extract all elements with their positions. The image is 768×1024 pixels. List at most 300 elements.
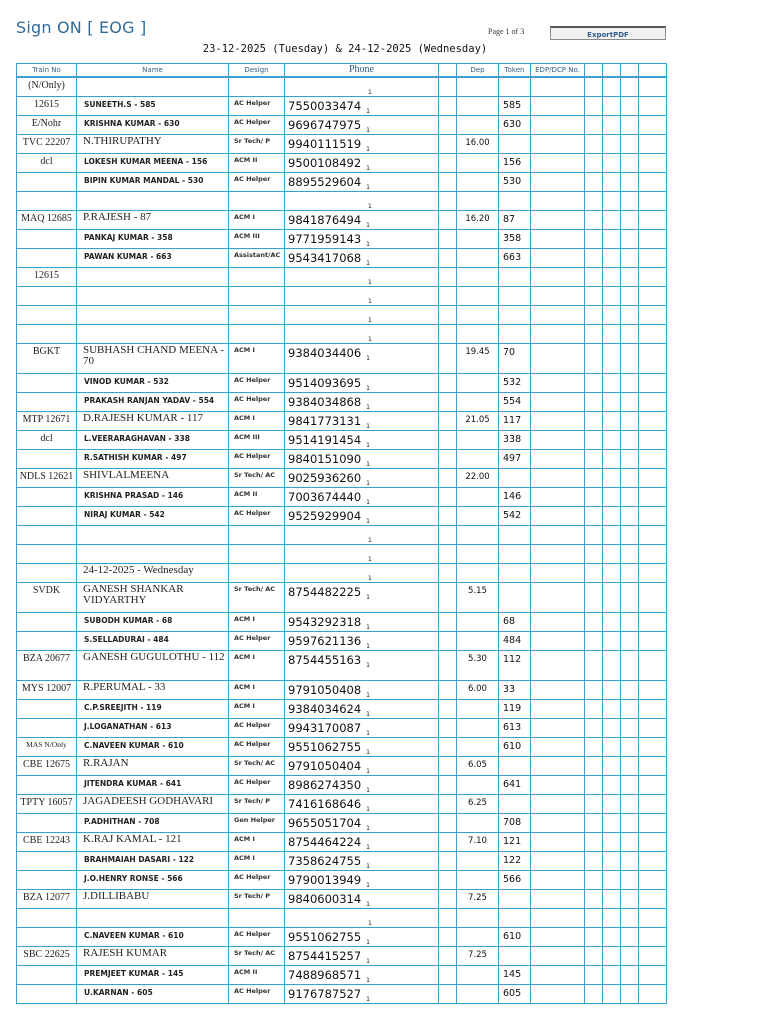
gap-cell	[439, 928, 457, 947]
edp-dcp-cell	[531, 738, 585, 757]
dep-cell	[457, 249, 499, 268]
extra-cell	[621, 719, 639, 738]
phone-cell	[285, 526, 439, 545]
phone-suffix: 1	[368, 336, 372, 343]
table-row	[17, 564, 667, 583]
design-cell: ACM III	[229, 431, 285, 450]
dep-cell: 6.05	[457, 757, 499, 776]
name-cell: R.RAJAN	[77, 757, 229, 776]
edp-dcp-cell	[531, 613, 585, 632]
extra-cell	[585, 77, 603, 97]
table-row	[17, 374, 667, 393]
gap-cell	[439, 230, 457, 249]
phone-number: 9791050408	[288, 683, 362, 697]
extra-cell	[603, 795, 621, 814]
dep-cell	[457, 374, 499, 393]
extra-cell	[603, 412, 621, 431]
edp-dcp-cell	[531, 268, 585, 287]
table-row	[17, 412, 667, 431]
name-cell: PAWAN KUMAR - 663	[77, 249, 229, 268]
phone-cell	[285, 757, 439, 776]
extra-cell	[621, 871, 639, 890]
dep-cell	[457, 287, 499, 306]
table-row	[17, 469, 667, 488]
token-cell: 145	[499, 966, 531, 985]
token-cell	[499, 526, 531, 545]
token-cell	[499, 757, 531, 776]
extra-cell	[585, 393, 603, 412]
gap-cell	[439, 795, 457, 814]
train-no-cell	[17, 192, 77, 211]
train-no-cell	[17, 287, 77, 306]
table-row	[17, 488, 667, 507]
train-no-cell	[17, 374, 77, 393]
token-cell: 70	[499, 344, 531, 374]
phone-cell	[285, 966, 439, 985]
train-no-cell: CBE 12243	[17, 833, 77, 852]
extra-cell	[639, 507, 667, 526]
extra-cell	[585, 632, 603, 651]
gap-cell	[439, 651, 457, 681]
table-row	[17, 947, 667, 966]
design-cell	[229, 192, 285, 211]
table-row	[17, 230, 667, 249]
extra-cell	[621, 154, 639, 173]
table-row	[17, 681, 667, 700]
extra-cell	[621, 795, 639, 814]
phone-suffix: 1	[366, 146, 370, 153]
design-cell: AC Helper	[229, 776, 285, 795]
phone-number: 9525929904	[288, 509, 362, 523]
phone-suffix: 1	[366, 518, 370, 525]
table-row	[17, 526, 667, 545]
extra-cell	[603, 192, 621, 211]
phone-cell	[285, 488, 439, 507]
edp-dcp-cell	[531, 871, 585, 890]
edp-dcp-cell	[531, 488, 585, 507]
extra-cell	[639, 287, 667, 306]
dep-cell	[457, 719, 499, 738]
extra-cell	[621, 700, 639, 719]
table-row	[17, 833, 667, 852]
name-cell: GANESH SHANKAR VIDYARTHY	[77, 583, 229, 613]
extra-cell	[585, 116, 603, 135]
extra-cell	[585, 374, 603, 393]
phone-suffix: 1	[368, 556, 372, 563]
phone-number: 7488968571	[288, 968, 362, 982]
extra-cell	[621, 651, 639, 681]
gap-cell	[439, 776, 457, 795]
phone-cell	[285, 173, 439, 192]
extra-cell	[639, 374, 667, 393]
design-cell: Sr Tech/ P	[229, 795, 285, 814]
col-design: Design	[229, 64, 285, 78]
table-row	[17, 192, 667, 211]
phone-number: 9841876494	[288, 213, 362, 227]
extra-cell	[585, 192, 603, 211]
extra-cell	[621, 306, 639, 325]
col-extra-1	[585, 64, 603, 78]
extra-cell	[621, 890, 639, 909]
token-cell: 554	[499, 393, 531, 412]
phone-cell	[285, 833, 439, 852]
table-row	[17, 325, 667, 344]
extra-cell	[639, 192, 667, 211]
extra-cell	[639, 947, 667, 966]
edp-dcp-cell	[531, 97, 585, 116]
table-row	[17, 719, 667, 738]
extra-cell	[639, 632, 667, 651]
phone-number: 9943170087	[288, 721, 362, 735]
extra-cell	[639, 852, 667, 871]
name-cell: P.RAJESH - 87	[77, 211, 229, 230]
extra-cell	[603, 211, 621, 230]
extra-cell	[621, 412, 639, 431]
train-no-cell: BGKT	[17, 344, 77, 374]
train-no-cell	[17, 985, 77, 1004]
extra-cell	[639, 719, 667, 738]
edp-dcp-cell	[531, 431, 585, 450]
token-cell: 530	[499, 173, 531, 192]
phone-cell	[285, 651, 439, 681]
phone-cell	[285, 985, 439, 1004]
design-cell: ACM III	[229, 230, 285, 249]
train-no-cell	[17, 928, 77, 947]
extra-cell	[621, 632, 639, 651]
extra-cell	[585, 928, 603, 947]
dep-cell: 19.45	[457, 344, 499, 374]
phone-number: 9514093695	[288, 376, 362, 390]
train-no-cell: NDLS 12621	[17, 469, 77, 488]
table-row	[17, 795, 667, 814]
token-cell: 613	[499, 719, 531, 738]
edp-dcp-cell	[531, 719, 585, 738]
gap-cell	[439, 77, 457, 97]
extra-cell	[639, 833, 667, 852]
dep-cell	[457, 507, 499, 526]
table-row	[17, 306, 667, 325]
table-row	[17, 632, 667, 651]
table-row	[17, 583, 667, 613]
gap-cell	[439, 97, 457, 116]
extra-cell	[621, 249, 639, 268]
phone-number: 9384034868	[288, 395, 362, 409]
name-cell: C.P.SREEJITH - 119	[77, 700, 229, 719]
dep-cell	[457, 431, 499, 450]
table-row	[17, 852, 667, 871]
extra-cell	[603, 507, 621, 526]
edp-dcp-cell	[531, 814, 585, 833]
token-cell: 610	[499, 738, 531, 757]
extra-cell	[603, 469, 621, 488]
extra-cell	[621, 738, 639, 757]
name-cell: 24-12-2025 - Wednesday	[77, 564, 229, 583]
name-cell	[77, 306, 229, 325]
edp-dcp-cell	[531, 374, 585, 393]
token-cell: 585	[499, 97, 531, 116]
table-header-row	[17, 64, 667, 78]
train-no-cell	[17, 966, 77, 985]
gap-cell	[439, 757, 457, 776]
edp-dcp-cell	[531, 681, 585, 700]
design-cell	[229, 306, 285, 325]
phone-suffix: 1	[366, 768, 370, 775]
phone-number: 7003674440	[288, 490, 362, 504]
dep-cell	[457, 985, 499, 1004]
name-cell: BRAHMAIAH DASARI - 122	[77, 852, 229, 871]
edp-dcp-cell	[531, 412, 585, 431]
edp-dcp-cell	[531, 776, 585, 795]
extra-cell	[603, 488, 621, 507]
phone-cell	[285, 681, 439, 700]
extra-cell	[603, 344, 621, 374]
design-cell: Gen Helper	[229, 814, 285, 833]
phone-cell	[285, 909, 439, 928]
extra-cell	[621, 77, 639, 97]
phone-cell	[285, 871, 439, 890]
gap-cell	[439, 469, 457, 488]
extra-cell	[585, 488, 603, 507]
phone-number: 9514191454	[288, 433, 362, 447]
extra-cell	[621, 545, 639, 564]
phone-number: 9771959143	[288, 232, 362, 246]
dep-cell	[457, 632, 499, 651]
phone-suffix: 1	[366, 165, 370, 172]
table-row	[17, 507, 667, 526]
dep-cell	[457, 871, 499, 890]
extra-cell	[585, 871, 603, 890]
phone-cell	[285, 135, 439, 154]
phone-number: 9655051704	[288, 816, 362, 830]
gap-cell	[439, 564, 457, 583]
extra-cell	[585, 344, 603, 374]
extra-cell	[603, 116, 621, 135]
gap-cell	[439, 344, 457, 374]
phone-suffix: 1	[366, 594, 370, 601]
dep-cell	[457, 230, 499, 249]
design-cell: AC Helper	[229, 985, 285, 1004]
extra-cell	[585, 966, 603, 985]
token-cell	[499, 268, 531, 287]
edp-dcp-cell	[531, 393, 585, 412]
extra-cell	[621, 374, 639, 393]
table-row	[17, 909, 667, 928]
extra-cell	[603, 833, 621, 852]
phone-cell	[285, 738, 439, 757]
design-cell: AC Helper	[229, 173, 285, 192]
phone-suffix: 1	[368, 89, 372, 96]
phone-number: 8754464224	[288, 835, 362, 849]
design-cell	[229, 564, 285, 583]
design-cell	[229, 287, 285, 306]
phone-suffix: 1	[366, 844, 370, 851]
design-cell: Sr Tech/ AC	[229, 757, 285, 776]
edp-dcp-cell	[531, 985, 585, 1004]
token-cell: 117	[499, 412, 531, 431]
name-cell: C.NAVEEN KUMAR - 610	[77, 928, 229, 947]
extra-cell	[621, 909, 639, 928]
phone-suffix: 1	[366, 404, 370, 411]
table-row	[17, 613, 667, 632]
phone-cell	[285, 507, 439, 526]
phone-number: 9696747975	[288, 118, 362, 132]
extra-cell	[621, 135, 639, 154]
name-cell: R.SATHISH KUMAR - 497	[77, 450, 229, 469]
train-no-cell: TPTY 16057	[17, 795, 77, 814]
col-extra-2	[603, 64, 621, 78]
dep-cell: 6.00	[457, 681, 499, 700]
dep-cell	[457, 928, 499, 947]
extra-cell	[585, 154, 603, 173]
extra-cell	[621, 211, 639, 230]
design-cell: AC Helper	[229, 871, 285, 890]
token-cell: 68	[499, 613, 531, 632]
design-cell	[229, 909, 285, 928]
extra-cell	[585, 173, 603, 192]
phone-suffix: 1	[366, 977, 370, 984]
gap-cell	[439, 450, 457, 469]
extra-cell	[585, 583, 603, 613]
phone-suffix: 1	[368, 537, 372, 544]
gap-cell	[439, 871, 457, 890]
train-no-cell: BZA 20677	[17, 651, 77, 681]
token-cell	[499, 469, 531, 488]
token-cell	[499, 947, 531, 966]
train-no-cell	[17, 613, 77, 632]
extra-cell	[639, 795, 667, 814]
name-cell: KRISHNA PRASAD - 146	[77, 488, 229, 507]
extra-cell	[585, 613, 603, 632]
extra-cell	[621, 488, 639, 507]
extra-cell	[621, 985, 639, 1004]
extra-cell	[639, 450, 667, 469]
edp-dcp-cell	[531, 230, 585, 249]
extra-cell	[585, 564, 603, 583]
design-cell: AC Helper	[229, 738, 285, 757]
extra-cell	[603, 947, 621, 966]
design-cell	[229, 268, 285, 287]
extra-cell	[639, 613, 667, 632]
extra-cell	[585, 545, 603, 564]
phone-number: 9543417068	[288, 251, 362, 265]
phone-number: 9597621136	[288, 634, 362, 648]
design-cell: Sr Tech/ AC	[229, 947, 285, 966]
name-cell: KRISHNA KUMAR - 630	[77, 116, 229, 135]
col-gap	[439, 64, 457, 78]
extra-cell	[585, 211, 603, 230]
extra-cell	[603, 374, 621, 393]
page-title: Sign ON [ EOG ]	[16, 18, 147, 37]
edp-dcp-cell	[531, 564, 585, 583]
phone-suffix: 1	[366, 863, 370, 870]
edp-dcp-cell	[531, 344, 585, 374]
dep-cell: 7.25	[457, 947, 499, 966]
gap-cell	[439, 545, 457, 564]
name-cell	[77, 545, 229, 564]
gap-cell	[439, 947, 457, 966]
dep-cell	[457, 488, 499, 507]
train-no-cell	[17, 450, 77, 469]
gap-cell	[439, 211, 457, 230]
name-cell: JITENDRA KUMAR - 641	[77, 776, 229, 795]
design-cell: AC Helper	[229, 632, 285, 651]
phone-suffix: 1	[368, 203, 372, 210]
phone-cell	[285, 154, 439, 173]
table-row	[17, 173, 667, 192]
phone-suffix: 1	[366, 241, 370, 248]
edp-dcp-cell	[531, 116, 585, 135]
token-cell	[499, 564, 531, 583]
train-no-cell: CBE 12675	[17, 757, 77, 776]
table-row	[17, 700, 667, 719]
edp-dcp-cell	[531, 757, 585, 776]
train-no-cell	[17, 393, 77, 412]
extra-cell	[603, 268, 621, 287]
token-cell: 641	[499, 776, 531, 795]
gap-cell	[439, 488, 457, 507]
gap-cell	[439, 681, 457, 700]
phone-number: 9551062755	[288, 740, 362, 754]
col-name: Name	[77, 64, 229, 78]
phone-cell	[285, 450, 439, 469]
train-no-cell: TVC 22207	[17, 135, 77, 154]
phone-cell	[285, 545, 439, 564]
phone-suffix: 1	[368, 920, 372, 927]
token-cell: 605	[499, 985, 531, 1004]
export-pdf-button[interactable]: ExportPDF	[550, 26, 666, 40]
name-cell: PRAKASH RANJAN YADAV - 554	[77, 393, 229, 412]
dep-cell	[457, 852, 499, 871]
phone-suffix: 1	[368, 575, 372, 582]
extra-cell	[603, 287, 621, 306]
extra-cell	[639, 344, 667, 374]
table-row	[17, 268, 667, 287]
dep-cell	[457, 268, 499, 287]
gap-cell	[439, 632, 457, 651]
token-cell: 146	[499, 488, 531, 507]
table-row	[17, 344, 667, 374]
table-row	[17, 431, 667, 450]
extra-cell	[585, 852, 603, 871]
dep-cell	[457, 738, 499, 757]
table-row	[17, 985, 667, 1004]
extra-cell	[585, 651, 603, 681]
extra-cell	[639, 757, 667, 776]
dep-cell	[457, 192, 499, 211]
table-row	[17, 814, 667, 833]
name-cell	[77, 192, 229, 211]
gap-cell	[439, 852, 457, 871]
train-no-cell	[17, 632, 77, 651]
name-cell: PREMJEET KUMAR - 145	[77, 966, 229, 985]
train-no-cell: 12615	[17, 268, 77, 287]
extra-cell	[603, 135, 621, 154]
edp-dcp-cell	[531, 632, 585, 651]
extra-cell	[585, 681, 603, 700]
design-cell	[229, 77, 285, 97]
extra-cell	[603, 564, 621, 583]
token-cell: 33	[499, 681, 531, 700]
extra-cell	[603, 613, 621, 632]
train-no-cell	[17, 564, 77, 583]
dep-cell	[457, 613, 499, 632]
table-row	[17, 249, 667, 268]
gap-cell	[439, 719, 457, 738]
design-cell: ACM I	[229, 833, 285, 852]
edp-dcp-cell	[531, 154, 585, 173]
col-train-no: Train No	[17, 64, 77, 78]
extra-cell	[585, 325, 603, 344]
